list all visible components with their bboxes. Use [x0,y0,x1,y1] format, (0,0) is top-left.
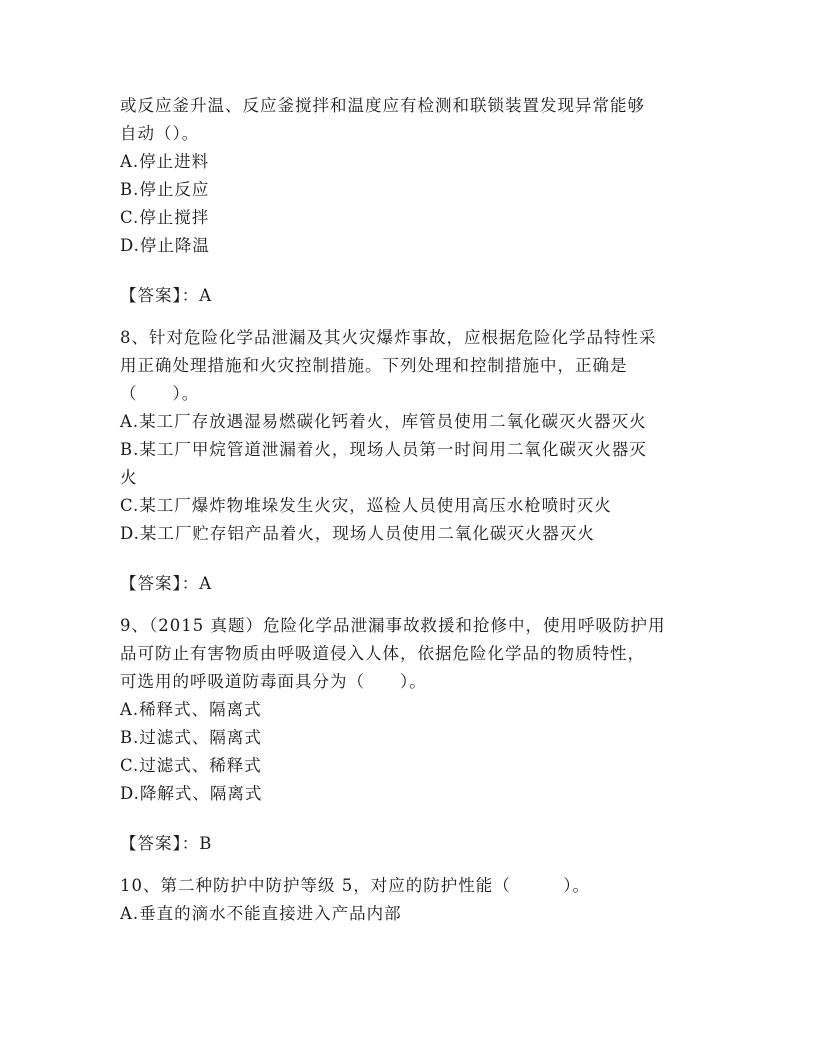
question-text-line: 自动（）。 [120,124,200,143]
question-text-line: 8、针对危险化学品泄漏及其火灾爆炸事故，应根据危险化学品特性采 [120,328,657,347]
option-d: D.降解式、隔离式 [120,784,263,803]
question-9 [120,612,700,858]
question-7 [120,92,700,310]
option-c: C.停止搅拌 [120,208,210,227]
question-text-line: 可选用的呼吸道防毒面具分为（ ）。 [120,672,427,691]
question-text-line: （ ）。 [120,384,200,403]
answer-line: 【答案】：A [120,286,213,305]
option-a: A.稀释式、隔离式 [120,700,262,719]
question-text-line: 10、第二种防护中防护等级 5，对应的防护性能（ ）。 [120,876,590,895]
option-d: D.某工厂贮存铝产品着火，现场人员使用二氧化碳灭火器灭火 [120,524,595,543]
option-a: A.某工厂存放遇湿易燃碳化钙着火，库管员使用二氧化碳灭火器灭火 [120,412,647,431]
option-b: B.某工厂甲烷管道泄漏着火，现场人员第一时间用二氧化碳灭火器灭 [120,440,647,459]
option-b: B.过滤式、隔离式 [120,728,262,747]
question-text-line: 品可防止有害物质由呼吸道侵入人体，依据危险化学品的物质特性， [120,644,645,663]
answer-line: 【答案】：B [120,834,213,853]
answer-line: 【答案】：A [120,574,213,593]
question-text-line: 9、（2015 真题）危险化学品泄漏事故救援和抢修中，使用呼吸防护用 [120,616,666,635]
question-text-line: 用正确处理措施和火灾控制措施。下列处理和控制措施中，正确是 [120,356,628,375]
option-c: C.某工厂爆炸物堆垛发生火灾，巡检人员使用高压水枪喷时灭火 [120,496,612,515]
option-b: B.停止反应 [120,180,210,199]
question-text-line: 或反应釜升温、反应釜搅拌和温度应有检测和联锁装置发现异常能够 [120,96,645,115]
option-b-continued: 火 [120,468,138,487]
option-c: C.过滤式、稀释式 [120,756,262,775]
question-10 [120,872,700,928]
option-d: D.停止降温 [120,236,210,255]
option-a: A.垂直的滴水不能直接进入产品内部 [120,904,402,923]
option-a: A.停止进料 [120,152,210,171]
question-8 [120,324,700,598]
document-page [120,92,700,928]
